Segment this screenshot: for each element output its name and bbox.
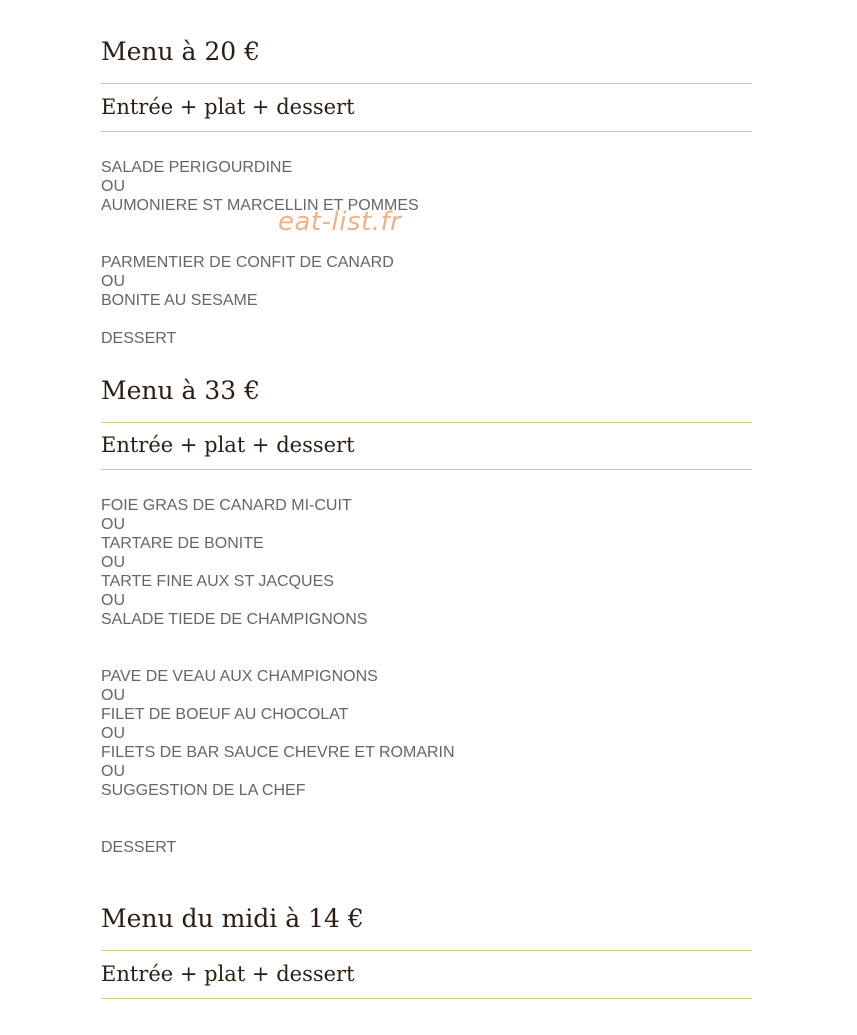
or-line: OU <box>101 592 125 609</box>
divider <box>101 950 752 951</box>
dish-line: PAVE DE VEAU AUX CHAMPIGNONS <box>101 668 378 685</box>
dish-line: TARTE FINE AUX ST JACQUES <box>101 573 334 590</box>
watermark: eat-list.fr <box>278 207 402 237</box>
menu-title: Menu à 20 € <box>101 37 261 66</box>
menu-subtitle: Entrée + plat + dessert <box>101 95 355 119</box>
or-line: OU <box>101 687 125 704</box>
dish-line: AUMONIERE ST MARCELLIN ET POMMES <box>101 197 419 214</box>
dish-line: SALADE TIEDE DE CHAMPIGNONS <box>101 611 368 628</box>
menu-subtitle: Entrée + plat + dessert <box>101 433 355 457</box>
menu-title: Menu à 33 € <box>101 376 261 405</box>
dessert-line: DESSERT <box>101 839 177 856</box>
dish-line: BONITE AU SESAME <box>101 292 258 309</box>
menu-subtitle: Entrée + plat + dessert <box>101 962 355 986</box>
dish-line: SUGGESTION DE LA CHEF <box>101 782 306 799</box>
dessert-line: DESSERT <box>101 330 177 347</box>
dish-line: FILETS DE BAR SAUCE CHEVRE ET ROMARIN <box>101 744 455 761</box>
dish-line: PARMENTIER DE CONFIT DE CANARD <box>101 254 394 271</box>
or-line: OU <box>101 178 125 195</box>
or-line: OU <box>101 273 125 290</box>
menu-title: Menu du midi à 14 € <box>101 904 364 933</box>
or-line: OU <box>101 516 125 533</box>
or-line: OU <box>101 763 125 780</box>
divider <box>101 422 752 423</box>
dish-line: FOIE GRAS DE CANARD MI-CUIT <box>101 497 352 514</box>
divider <box>101 83 752 84</box>
divider <box>101 469 752 470</box>
dish-line: SALADE PERIGOURDINE <box>101 159 293 176</box>
divider <box>101 131 752 132</box>
dish-line: TARTARE DE BONITE <box>101 535 264 552</box>
or-line: OU <box>101 554 125 571</box>
or-line: OU <box>101 725 125 742</box>
dish-line: FILET DE BOEUF AU CHOCOLAT <box>101 706 349 723</box>
divider <box>101 998 752 999</box>
